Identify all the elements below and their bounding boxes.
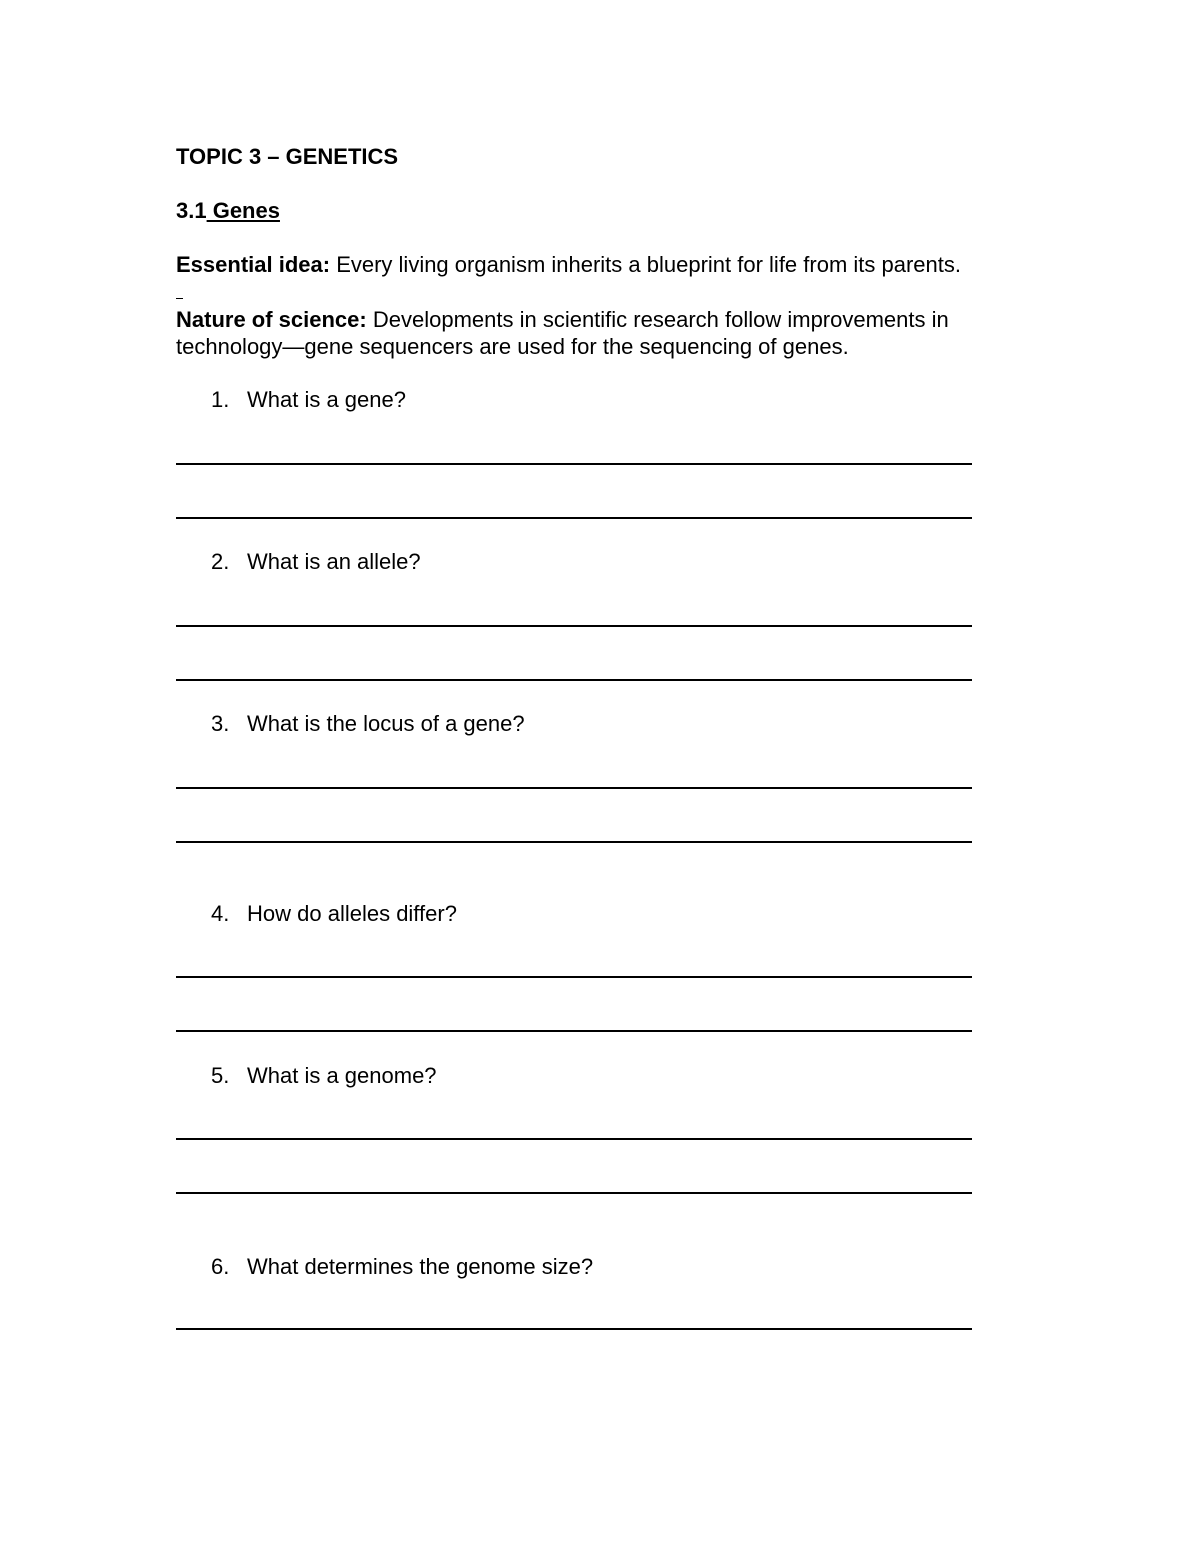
answer-line[interactable]: [176, 1138, 972, 1140]
essential-idea-label: Essential idea:: [176, 252, 331, 277]
answer-line[interactable]: [176, 1030, 972, 1032]
nature-of-science-text: Developments in scientific research follow improvements in technology—gene sequencers are used for the sequencing of genes.: [176, 307, 949, 359]
essential-idea-text: Every living organism inherits a blueprint for life from its parents.: [330, 252, 961, 277]
answer-line[interactable]: [176, 679, 972, 681]
question-2: [211, 548, 421, 575]
section-title: Genes: [206, 198, 280, 223]
answer-line[interactable]: [176, 1192, 972, 1194]
question-text: What is an allele?: [247, 549, 421, 574]
answer-line[interactable]: [176, 976, 972, 978]
question-number: 4.: [211, 901, 230, 926]
section-number: 3.1: [176, 198, 207, 223]
question-3: [211, 710, 525, 737]
answer-line[interactable]: [176, 787, 972, 789]
answer-line[interactable]: [176, 1328, 972, 1330]
topic-title: TOPIC 3 – GENETICS: [176, 144, 399, 169]
question-6: [211, 1253, 593, 1280]
answer-line[interactable]: [176, 841, 972, 843]
answer-line[interactable]: [176, 517, 972, 519]
nature-of-science: [176, 306, 1036, 360]
question-1: [211, 386, 406, 413]
stray-mark: [176, 298, 183, 299]
question-text: What is a genome?: [247, 1063, 437, 1088]
question-text: What is the locus of a gene?: [247, 711, 525, 736]
question-4: [211, 900, 457, 927]
question-text: What is a gene?: [247, 387, 406, 412]
question-number: 3.: [211, 711, 230, 736]
section-heading: [176, 197, 280, 224]
question-number: 5.: [211, 1063, 230, 1088]
essential-idea: [176, 251, 961, 278]
nature-of-science-label: Nature of science:: [176, 307, 367, 332]
question-text: What determines the genome size?: [247, 1254, 594, 1279]
question-number: 6.: [211, 1254, 230, 1279]
question-number: 1.: [211, 387, 230, 412]
answer-line[interactable]: [176, 463, 972, 465]
question-number: 2.: [211, 549, 230, 574]
question-5: [211, 1062, 437, 1089]
question-text: How do alleles differ?: [247, 901, 457, 926]
answer-line[interactable]: [176, 625, 972, 627]
